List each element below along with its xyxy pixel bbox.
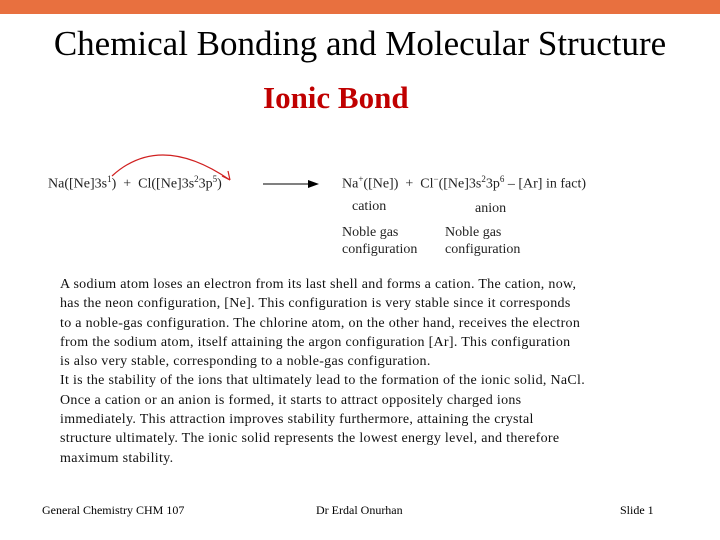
paragraph-line: maximum stability. xyxy=(60,450,174,466)
configuration-label-2: configuration xyxy=(445,242,521,257)
paragraph-line: A sodium atom loses an electron from its last shell and forms a cation. The cation, now, xyxy=(60,277,577,292)
anion-label: anion xyxy=(475,201,507,216)
paragraph-line: Once a cation or an anion is formed, it starts to attract oppositely charged ions xyxy=(60,392,522,408)
paragraph-line: structure ultimately. The ionic solid represents the lowest energy level, and therefore xyxy=(60,431,560,447)
reactants: $Na([Ne]3s^1) + Cl([Ne]3s^23p^5)$ xyxy=(48,174,222,192)
noble-gas-label-2: Noble gas xyxy=(445,225,502,240)
paragraph-line: It is the stability of the ions that ultimately lead to the formation of the ionic solid, NaCl. xyxy=(60,373,586,389)
slide-subtitle: Ionic Bond xyxy=(263,80,409,115)
slide-title: Chemical Bonding and Molecular Structure xyxy=(53,24,667,63)
paragraph-line: is also very stable, corresponding to a noble-gas configuration. xyxy=(60,354,431,370)
cation-label: cation xyxy=(352,199,387,214)
footer-author: Dr Erdal Onurhan xyxy=(316,503,403,517)
paragraph-line: immediately. This attraction improves stability furthermore, attaining the crystal xyxy=(60,412,534,428)
noble-gas-label-1: Noble gas xyxy=(342,225,399,240)
accent-bar xyxy=(0,0,720,14)
configuration-label-1: configuration xyxy=(342,242,418,257)
reaction-arrow-icon xyxy=(263,178,323,190)
paragraph-line: has the neon configuration, [Ne]. This configuration is very stable since it corresponds xyxy=(60,296,571,312)
paragraph-line: from the sodium atom, itself attaining the argon configuration [Ar]. This configuration xyxy=(60,334,571,350)
products: $Na^+([Ne]) + Cl^-([Ne]3s^23p^6 - [Ar]$ in fact) xyxy=(342,174,587,192)
slide-number: Slide 1 xyxy=(620,503,654,517)
explanation-paragraph xyxy=(60,275,585,468)
paragraph-line: to a noble-gas configuration. The chlorine atom, on the other hand, receives the electron xyxy=(60,315,581,331)
footer-course: General Chemistry CHM 107 xyxy=(42,503,185,517)
